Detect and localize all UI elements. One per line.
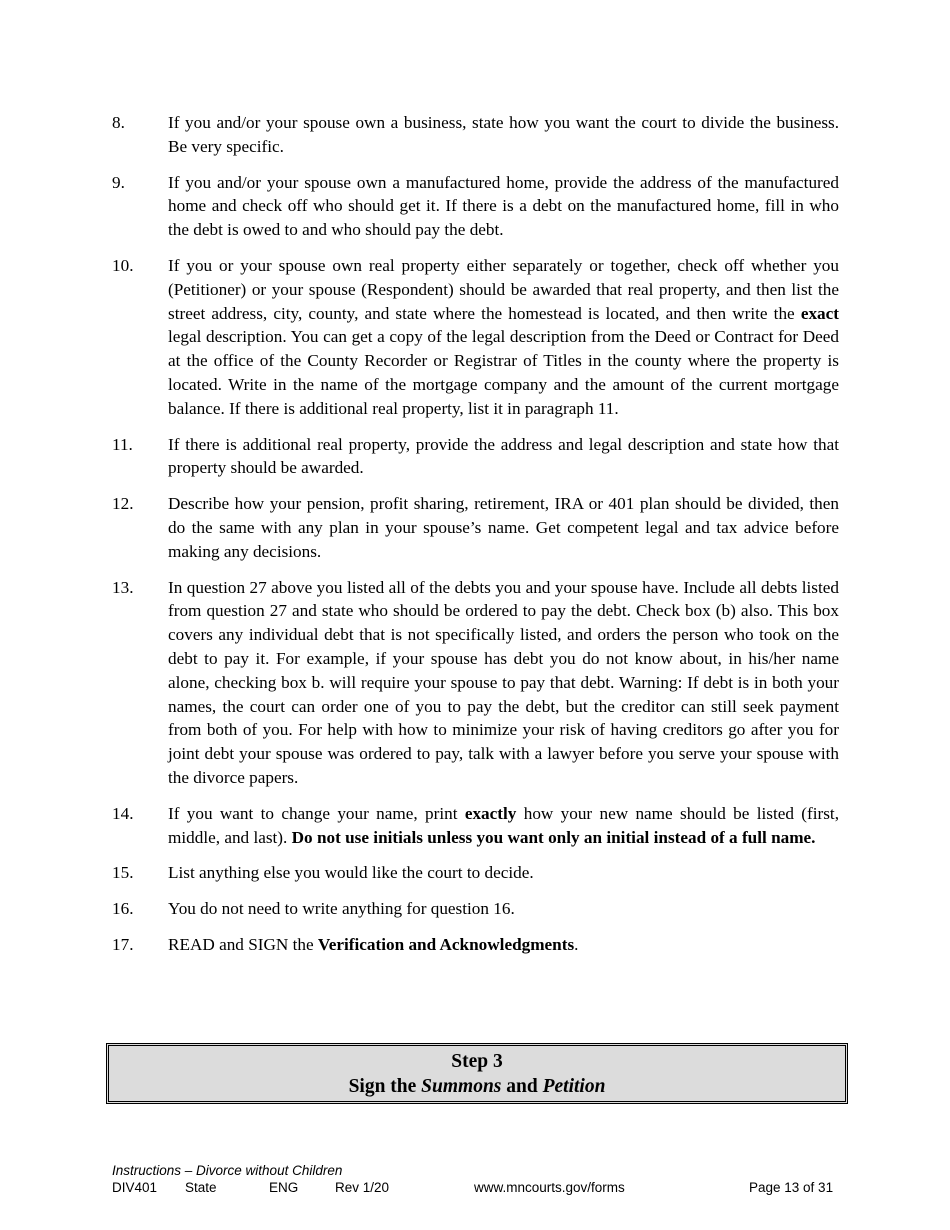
list-item <box>112 897 839 921</box>
summons-label: Summons <box>421 1076 502 1097</box>
step-3-heading-box <box>106 1043 848 1104</box>
step-title: Step 3 <box>451 1051 503 1072</box>
item-text-part: If you or your spouse own real property either separately or together, check off whether you (Petitioner) or your spouse (Respondent) should be awarded that real property, and then list the street address, city, county, and state where the homestead is located, and then write the <box>168 255 839 323</box>
item-text <box>168 802 839 850</box>
footer-jurisdiction: State <box>185 1180 217 1195</box>
footer-url[interactable]: www.mncourts.gov/forms <box>474 1180 625 1195</box>
item-number: 12. <box>112 494 134 514</box>
item-number: 13. <box>112 577 134 597</box>
item-number: 8. <box>112 113 125 132</box>
list-item <box>112 802 839 850</box>
item-text <box>168 933 839 957</box>
item-text-emphasis: Verification and Acknowledgments <box>317 934 575 954</box>
item-number: 17. <box>112 934 134 954</box>
step-subtitle <box>109 1074 845 1099</box>
item-text: Describe how your pension, profit sharing, retirement, IRA or 401 plan should be divided, then do the same with any plan in your spouse’s name. Get competent legal and tax advice before making any decisions. <box>168 494 839 561</box>
item-number: 9. <box>112 172 125 192</box>
instruction-list <box>112 111 839 969</box>
item-text: In question 27 above you listed all of the debts you and your spouse have. Include all debts listed from question 27 and state who should be ordered to pay the debt. Check box (b) also. This box covers any individual debt that is not specifically listed, and orders the person who took on the debt to pay it. For example, if your spouse has debt you do not know about, in his/her name alone, checking box b. will require your spouse to pay that debt. Warning: If debt is in both your names, the court can order one of you to pay the debt, but the creditor can still seek payment from both of you. For help with how to minimize your risk of having creditors go after you for joint debt your spouse was ordered to pay, talk with a lawyer before you serve your spouse with the divorce papers. <box>168 577 839 787</box>
item-text: If there is additional real property, provide the address and legal description and state how that property should be awarded. <box>168 434 839 478</box>
item-text: If you and/or your spouse own a business, state how you want the court to divide the business. Be very specific. <box>168 113 839 156</box>
footer-revision: Rev 1/20 <box>335 1180 390 1195</box>
footer-form-code: DIV401 <box>112 1180 158 1195</box>
step-subtitle-part: and <box>506 1076 538 1097</box>
item-number: 14. <box>112 803 134 823</box>
footer-page-number: Page 13 of 31 <box>749 1180 834 1195</box>
page-footer <box>112 1162 842 1196</box>
item-text-emphasis: Do not use initials unless you want only an initial instead of a full name. <box>291 827 816 847</box>
footer-info-row <box>112 1179 842 1196</box>
list-item <box>112 861 839 885</box>
list-item <box>112 254 839 421</box>
item-text-part: READ and SIGN the <box>168 934 314 954</box>
item-text-part: . <box>574 934 579 954</box>
item-text-part: how your new name should be listed (first, middle, and last). <box>168 803 840 847</box>
list-item <box>112 433 839 481</box>
item-number: 11. <box>112 434 133 454</box>
petition-label: Petition <box>542 1076 606 1097</box>
list-item <box>112 576 839 790</box>
footer-language: ENG <box>269 1180 299 1195</box>
item-text: List anything else you would like the court to decide. <box>168 863 534 883</box>
item-text-part: legal description. You can get a copy of the legal description from the Deed or Contract for Deed at the office of the County Recorder or Registrar of Titles in the county where the property is located. Write in the name of the mortgage company and the amount of the current mortgage balance. If there is additional real property, list it in paragraph 11. <box>168 327 839 418</box>
item-text <box>168 254 839 421</box>
item-text-part: If you want to change your name, print <box>168 803 458 823</box>
item-text: If you and/or your spouse own a manufactured home, provide the address of the manufactured home and check off who should get it. If there is a debt on the manufactured home, fill in who the debt is owed to and who should pay the debt. <box>168 172 839 240</box>
item-text-emphasis: exact <box>800 303 839 323</box>
item-text-emphasis: exactly <box>464 803 517 823</box>
item-number: 16. <box>112 899 134 919</box>
step-subtitle-part: Sign the <box>348 1076 417 1097</box>
footer-document-title: Instructions – Divorce without Children <box>112 1163 343 1178</box>
list-item <box>112 111 839 159</box>
item-number: 10. <box>112 255 134 275</box>
list-item <box>112 171 839 242</box>
list-item <box>112 933 839 957</box>
item-text: You do not need to write anything for question 16. <box>168 899 515 919</box>
item-number: 15. <box>112 863 134 883</box>
list-item <box>112 492 839 563</box>
